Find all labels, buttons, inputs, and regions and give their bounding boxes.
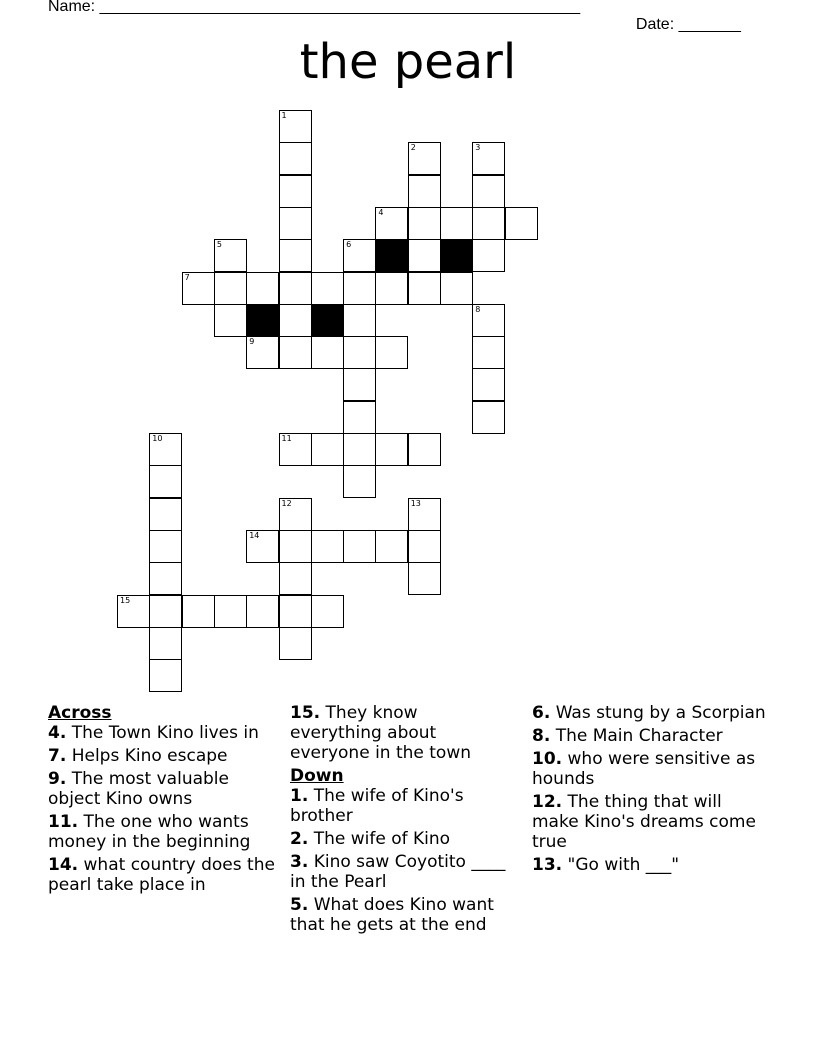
crossword-cell[interactable] <box>472 175 505 208</box>
crossword-cell[interactable] <box>408 142 441 175</box>
crossword-cell[interactable] <box>375 207 408 240</box>
crossword-cell[interactable] <box>375 530 408 563</box>
clue-number: 4 <box>378 207 384 217</box>
crossword-cell[interactable] <box>214 272 247 305</box>
black-cell <box>246 304 279 337</box>
crossword-cell[interactable] <box>311 530 344 563</box>
clue-number: 5 <box>216 240 222 250</box>
down-clue: 13. "Go with ___" <box>532 855 680 875</box>
crossword-cell[interactable] <box>214 239 247 272</box>
clue-number: 12 <box>281 498 292 508</box>
name-line: ______________________________________________________ <box>99 0 581 15</box>
crossword-cell[interactable] <box>279 239 312 272</box>
down-clue: 8. The Main Character <box>532 726 723 746</box>
crossword-cell[interactable] <box>505 207 538 240</box>
down-clue: 5. What does Kino want that he gets at the end <box>290 895 494 935</box>
across-clue: 4. The Town Kino lives in <box>48 723 259 743</box>
crossword-cell[interactable] <box>214 304 247 337</box>
crossword-cell[interactable] <box>375 272 408 305</box>
crossword-cell[interactable] <box>343 368 376 401</box>
crossword-cell[interactable] <box>279 627 312 660</box>
crossword-cell[interactable] <box>279 175 312 208</box>
across-clue: 14. what country does the pearl take place in <box>48 855 275 895</box>
crossword-cell[interactable] <box>117 595 150 628</box>
crossword-cell[interactable] <box>279 142 312 175</box>
crossword-cell[interactable] <box>408 239 441 272</box>
down-clue: 6. Was stung by a Scorpian <box>532 703 766 723</box>
crossword-cell[interactable] <box>343 336 376 369</box>
crossword-cell[interactable] <box>408 207 441 240</box>
clue-number: 15 <box>120 595 131 605</box>
name-label: Name: <box>48 0 100 15</box>
down-clue: 1. The wife of Kino's brother <box>290 786 464 826</box>
clue-number: 9 <box>249 337 255 347</box>
crossword-cell[interactable] <box>279 207 312 240</box>
crossword-cell[interactable] <box>440 272 473 305</box>
crossword-cell[interactable] <box>311 433 344 466</box>
crossword-cell[interactable] <box>440 207 473 240</box>
crossword-cell[interactable] <box>149 465 182 498</box>
clue-number: 3 <box>475 143 481 153</box>
crossword-cell[interactable] <box>246 272 279 305</box>
crossword-cell[interactable] <box>182 595 215 628</box>
crossword-cell[interactable] <box>472 368 505 401</box>
date-label: Date: <box>635 16 679 33</box>
across-clue: 7. Helps Kino escape <box>48 746 228 766</box>
crossword-cell[interactable] <box>279 530 312 563</box>
crossword-cell[interactable] <box>279 498 312 531</box>
crossword-cell[interactable] <box>279 110 312 143</box>
crossword-cell[interactable] <box>408 272 441 305</box>
clue-number: 13 <box>410 498 421 508</box>
crossword-cell[interactable] <box>149 562 182 595</box>
crossword-cell[interactable] <box>472 336 505 369</box>
black-cell <box>311 304 344 337</box>
crossword-cell[interactable] <box>472 207 505 240</box>
crossword-cell[interactable] <box>311 336 344 369</box>
across-heading: Across <box>48 703 112 723</box>
black-cell <box>375 239 408 272</box>
crossword-cell[interactable] <box>279 562 312 595</box>
crossword-cell[interactable] <box>311 272 344 305</box>
clues-column-2 <box>290 703 510 938</box>
clue-number: 1 <box>281 111 287 120</box>
clue-number: 6 <box>346 240 352 250</box>
crossword-cell[interactable] <box>279 433 312 466</box>
down-clue: 3. Kino saw Coyotito ____ in the Pearl <box>290 852 506 892</box>
crossword-cell[interactable] <box>279 304 312 337</box>
clue-number: 11 <box>281 434 292 443</box>
clue-number: 7 <box>184 272 190 282</box>
crossword-cell[interactable] <box>408 175 441 208</box>
across-clue: 15. They know everything about everyone in the town <box>290 703 472 763</box>
clue-number: 10 <box>152 434 163 443</box>
across-clue: 9. The most valuable object Kino owns <box>48 769 229 809</box>
crossword-cell[interactable] <box>149 433 182 466</box>
clues-column-1 <box>48 703 280 898</box>
crossword-cell[interactable] <box>375 336 408 369</box>
crossword-cell[interactable] <box>408 530 441 563</box>
crossword-cell[interactable] <box>279 272 312 305</box>
down-clue: 12. The thing that will make Kino's dreams come true <box>532 792 756 852</box>
crossword-cell[interactable] <box>343 530 376 563</box>
down-heading: Down <box>290 766 344 786</box>
crossword-cell[interactable] <box>149 659 182 692</box>
crossword-cell[interactable] <box>472 142 505 175</box>
crossword-cell[interactable] <box>343 401 376 434</box>
crossword-cell[interactable] <box>311 595 344 628</box>
crossword-cell[interactable] <box>246 530 279 563</box>
clue-number: 2 <box>410 143 416 153</box>
crossword-cell[interactable] <box>279 336 312 369</box>
black-cell <box>440 239 473 272</box>
crossword-cell[interactable] <box>375 433 408 466</box>
crossword-cell[interactable] <box>214 595 247 628</box>
crossword-cell[interactable] <box>246 595 279 628</box>
down-clue: 2. The wife of Kino <box>290 829 451 849</box>
across-clue: 11. The one who wants money in the beginning <box>48 812 251 852</box>
crossword-cell[interactable] <box>343 239 376 272</box>
clues-column-3 <box>532 703 768 878</box>
crossword-cell[interactable] <box>149 627 182 660</box>
crossword-cell[interactable] <box>149 530 182 563</box>
crossword-cell[interactable] <box>343 433 376 466</box>
crossword-cell[interactable] <box>408 498 441 531</box>
page-title: the pearl <box>299 34 517 90</box>
date-line: _______ <box>678 16 741 33</box>
crossword-cell[interactable] <box>343 272 376 305</box>
crossword-cell[interactable] <box>343 304 376 337</box>
crossword-cell[interactable] <box>149 498 182 531</box>
crossword-cell[interactable] <box>472 401 505 434</box>
crossword-cell[interactable] <box>343 465 376 498</box>
crossword-cell[interactable] <box>408 562 441 595</box>
crossword-cell[interactable] <box>279 595 312 628</box>
crossword-cell[interactable] <box>246 336 279 369</box>
crossword-cell[interactable] <box>182 272 215 305</box>
crossword-cell[interactable] <box>408 433 441 466</box>
clue-number: 8 <box>475 304 481 314</box>
crossword-cell[interactable] <box>149 595 182 628</box>
crossword-cell[interactable] <box>472 304 505 337</box>
crossword-cell[interactable] <box>472 239 505 272</box>
down-clue: 10. who were sensitive as hounds <box>532 749 756 789</box>
clue-number: 14 <box>249 530 260 540</box>
